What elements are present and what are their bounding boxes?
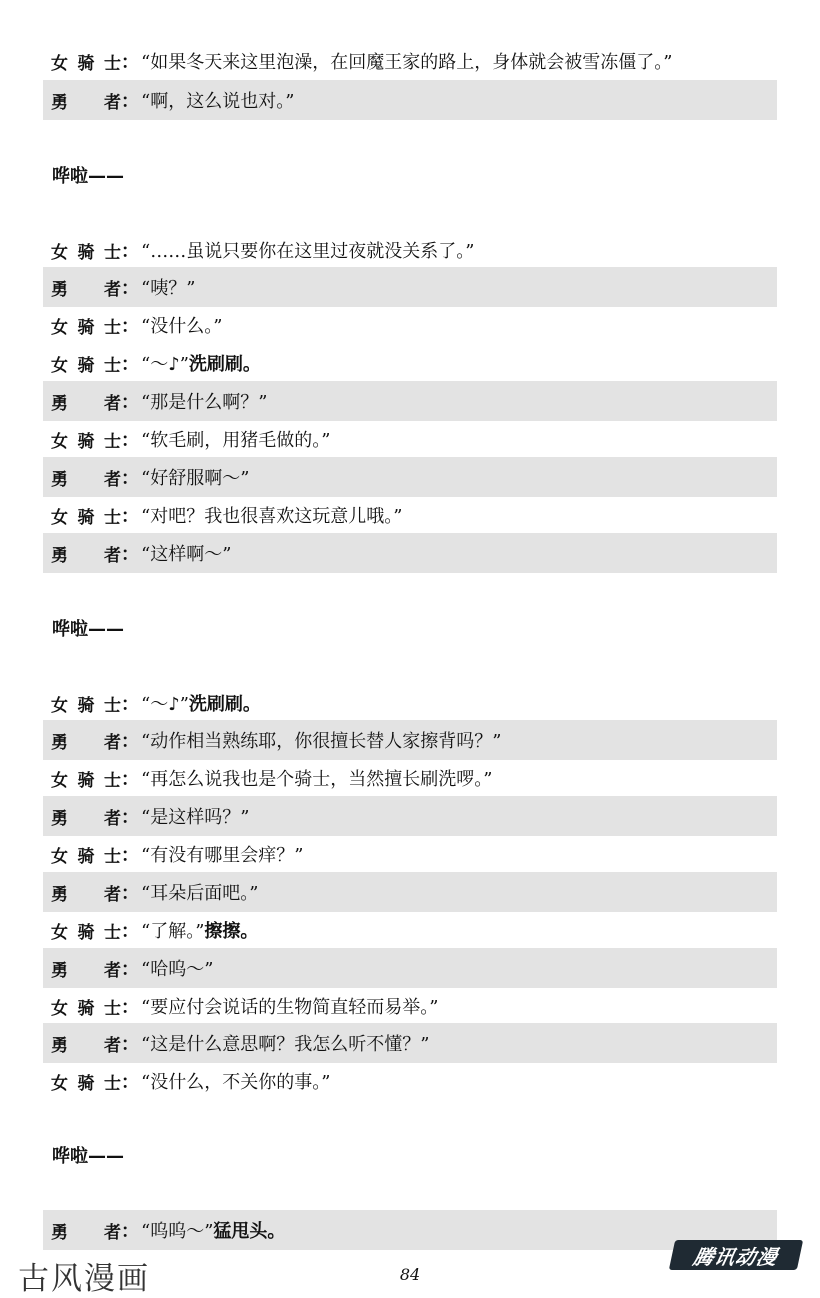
action-text: 擦擦。 [204,921,259,942]
dialogue-line [43,1023,777,1063]
dialogue-line [43,948,777,988]
speaker-name: 勇 者 [51,469,121,490]
dialogue-line [43,495,777,535]
speaker-colon: ： [121,316,139,337]
watermark-gufeng-manhua: 古风漫画 [18,1261,150,1297]
dialogue-speech: “～♪” [141,354,189,375]
dialogue-line [43,80,777,120]
dialogue-line [43,230,777,270]
speaker-colon: ： [121,883,139,904]
dialogue-speech: “要应付会说话的生物简直轻而易举。” [141,997,439,1018]
speaker-colon: ： [121,769,139,790]
dialogue-line [43,41,777,81]
sound-effect: 哗啦—— [52,1146,124,1167]
dialogue-line [43,381,777,421]
speaker-colon: ： [121,845,139,866]
speaker-name: 勇 者 [51,279,121,300]
sound-effect: 哗啦—— [52,166,124,187]
dialogue-speech: “哈呜～” [141,959,214,980]
dialogue-speech: “如果冬天来这里泡澡，在回魔王家的路上，身体就会被雪冻僵了。” [141,52,673,73]
dialogue-speech: “那是什么啊？” [141,392,268,413]
speaker-name: 女 骑 士 [51,507,121,528]
dialogue-line [43,872,777,912]
dialogue-speech: “这样啊～” [141,544,232,565]
dialogue-line [43,796,777,836]
dialogue-speech: “耳朵后面吧。” [141,883,259,904]
dialogue-speech: “～♪” [141,694,189,715]
speaker-name: 女 骑 士 [51,846,121,867]
dialogue-line [43,834,777,874]
speaker-colon: ： [121,997,139,1018]
speaker-colon: ： [121,392,139,413]
speaker-colon: ： [121,1221,139,1242]
speaker-colon: ： [121,52,139,73]
speaker-colon: ： [121,1072,139,1093]
speaker-colon: ： [121,731,139,752]
dialogue-speech: “这是什么意思啊？我怎么听不懂？” [141,1034,430,1055]
speaker-colon: ： [121,921,139,942]
speaker-name: 勇 者 [51,1222,121,1243]
dialogue-speech: “没什么。” [141,316,223,337]
speaker-colon: ： [121,91,139,112]
speaker-name: 勇 者 [51,808,121,829]
speaker-name: 女 骑 士 [51,242,121,263]
dialogue-line [43,720,777,760]
dialogue-line [43,758,777,798]
speaker-colon: ： [121,959,139,980]
dialogue-line [43,910,777,950]
speaker-name: 女 骑 士 [51,355,121,376]
dialogue-line [43,683,777,723]
speaker-name: 勇 者 [51,732,121,753]
dialogue-line [43,457,777,497]
dialogue-speech: “有没有哪里会痒？” [141,845,304,866]
action-text: 洗刷刷。 [188,694,261,715]
action-text: 洗刷刷。 [188,354,261,375]
dialogue-line [43,533,777,573]
speaker-colon: ： [121,1034,139,1055]
speaker-name: 勇 者 [51,545,121,566]
dialogue-line [43,343,777,383]
dialogue-line [43,1061,777,1101]
dialogue-line [43,419,777,459]
watermark-tencent-comics-logo: 腾讯动漫 [669,1240,803,1270]
speaker-name: 女 骑 士 [51,317,121,338]
dialogue-speech: “啊，这么说也对。” [141,91,295,112]
speaker-name: 女 骑 士 [51,770,121,791]
speaker-name: 女 骑 士 [51,53,121,74]
speaker-colon: ： [121,468,139,489]
speaker-name: 女 骑 士 [51,998,121,1019]
dialogue-speech: “好舒服啊～” [141,468,250,489]
dialogue-speech: “对吧？我也很喜欢这玩意儿哦。” [141,506,403,527]
speaker-colon: ： [121,354,139,375]
speaker-name: 勇 者 [51,884,121,905]
speaker-name: 女 骑 士 [51,695,121,716]
speaker-name: 勇 者 [51,960,121,981]
speaker-name: 勇 者 [51,393,121,414]
dialogue-line [43,267,777,307]
dialogue-speech: “软毛刷，用猪毛做的。” [141,430,331,451]
speaker-colon: ： [121,807,139,828]
dialogue-line [43,986,777,1026]
dialogue-speech: “咦？” [141,278,196,299]
sound-effect: 哗啦—— [52,619,124,640]
speaker-name: 女 骑 士 [51,1073,121,1094]
page-number: 84 [399,1265,421,1284]
speaker-colon: ： [121,544,139,565]
speaker-colon: ： [121,506,139,527]
action-text: 猛甩头。 [213,1221,286,1242]
speaker-name: 女 骑 士 [51,922,121,943]
dialogue-speech: “……虽说只要你在这里过夜就没关系了。” [141,241,475,262]
speaker-name: 勇 者 [51,1035,121,1056]
dialogue-line [43,1210,777,1250]
dialogue-speech: “了解。” [141,921,205,942]
dialogue-line [43,305,777,345]
speaker-name: 女 骑 士 [51,431,121,452]
dialogue-speech: “动作相当熟练耶，你很擅长替人家擦背吗？” [141,731,502,752]
dialogue-speech: “再怎么说我也是个骑士，当然擅长刷洗啰。” [141,769,493,790]
dialogue-speech: “没什么，不关你的事。” [141,1072,331,1093]
speaker-colon: ： [121,278,139,299]
speaker-colon: ： [121,241,139,262]
speaker-colon: ： [121,430,139,451]
dialogue-speech: “是这样吗？” [141,807,250,828]
speaker-name: 勇 者 [51,92,121,113]
speaker-colon: ： [121,694,139,715]
dialogue-speech: “呜呜～” [141,1221,214,1242]
